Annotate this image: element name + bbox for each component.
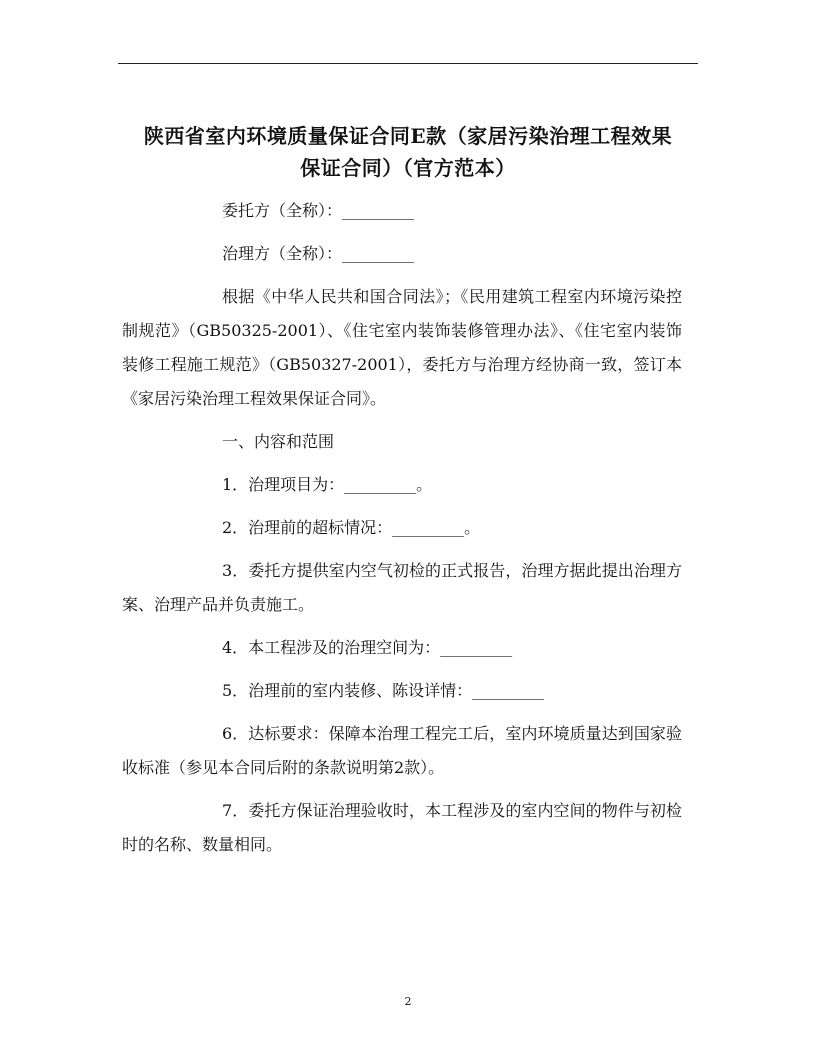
clause-7: 7．委托方保证治理验收时，本工程涉及的室内空间的物件与初检时的名称、数量相同。 xyxy=(122,801,682,854)
document-body xyxy=(122,194,682,871)
clause-2: 2．治理前的超标情况：_________。 xyxy=(222,518,481,537)
treating-party-line: 治理方（全称）：_________ xyxy=(222,244,415,263)
preamble-paragraph: 根据《中华人民共和国合同法》；《民用建筑工程室内环境污染控制规范》（GB50325-2001）、《住宅室内装饰装修管理办法》、《住宅室内装饰装修工程施工规范》（GB50327-2001），委托方与治理方经协商一致，签订本《家居污染治理工程效果保证合同》。 xyxy=(122,287,682,408)
header-rule xyxy=(118,63,698,64)
clause-6: 6．达标要求：保障本治理工程完工后，室内环境质量达到国家验收标准（参见本合同后附的条款说明第2款）。 xyxy=(122,724,682,777)
clause-5: 5．治理前的室内装修、陈设详情：_________ xyxy=(222,681,545,700)
clause-3: 3．委托方提供室内空气初检的正式报告，治理方据此提出治理方案、治理产品并负责施工。 xyxy=(122,561,682,614)
title-line-2: 保证合同）（官方范本） xyxy=(300,156,516,180)
clause-4: 4．本工程涉及的治理空间为：_________ xyxy=(222,638,513,657)
clause-1: 1．治理项目为：_________。 xyxy=(222,475,433,494)
entrusting-party-line: 委托方（全称）：_________ xyxy=(222,201,415,220)
section-heading: 一、内容和范围 xyxy=(222,432,335,451)
document-title xyxy=(118,120,698,184)
title-line-1: 陕西省室内环境质量保证合同E款（家居污染治理工程效果 xyxy=(143,124,673,148)
page-number: 2 xyxy=(404,995,412,1008)
